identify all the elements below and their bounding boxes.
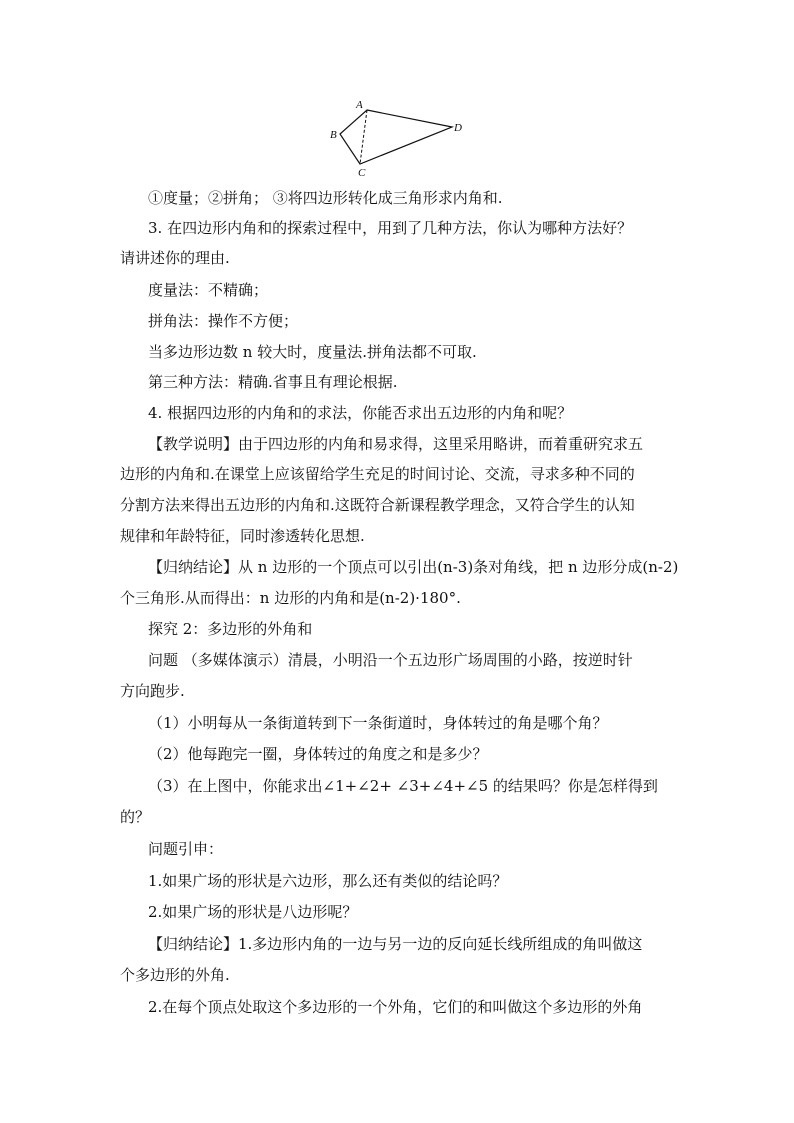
question-3-line-2: 请讲述你的理由. — [120, 249, 230, 267]
quadrilateral-diagram — [320, 92, 480, 180]
explore-2-heading: 探究 2：多边形的外角和 — [148, 620, 313, 638]
sub-question-1: （1）小明每从一条街道转到下一条街道时，身体转过的角是哪个角？ — [148, 714, 608, 732]
vertex-label-c: C — [358, 167, 366, 179]
quadrilateral-outline — [340, 110, 452, 164]
question-4-line: 4. 根据四边形的内角和的求法，你能否求出五边形的内角和呢？ — [148, 404, 573, 422]
extension-heading: 问题引申： — [148, 840, 224, 858]
conclusion-2-line-1: 【归纳结论】1.多边形内角的一边与另一边的反向延长线所组成的角叫做这 — [148, 935, 643, 953]
question-3-line-1: 3. 在四边形内角和的探索过程中，用到了几种方法，你认为哪种方法好？ — [148, 219, 633, 237]
extension-question-2: 2.如果广场的形状是八边形呢？ — [148, 903, 358, 921]
problem-line-1: 问题 （多媒体演示）清晨，小明沿一个五边形广场周围的小路，按逆时针 — [148, 651, 633, 669]
methods-line: ①度量；②拼角； ③将四边形转化成三角形求内角和. — [148, 189, 503, 207]
vertex-label-d: D — [454, 122, 462, 134]
measure-method-line: 度量法：不精确； — [148, 281, 269, 299]
piece-method-line: 拼角法：操作不方便； — [148, 312, 299, 330]
teaching-note-line-4: 规律和年龄特征，同时渗透转化思想. — [120, 527, 365, 545]
conclusion-2-line-2: 个多边形的外角. — [120, 966, 230, 984]
conclusion-2-line-3: 2.在每个顶点处取这个多边形的一个外角，它们的和叫做这个多边形的外角 — [148, 998, 643, 1016]
teaching-note-line-3: 分割方法来得出五边形的内角和.这既符合新课程教学理念，又符合学生的认知 — [120, 496, 635, 514]
sub-question-2: （2）他每跑完一圈，身体转过的角度之和是多少？ — [148, 745, 488, 763]
large-n-line: 当多边形边数 n 较大时，度量法.拼角法都不可取. — [148, 343, 477, 361]
vertex-label-a: A — [356, 99, 363, 111]
sub-question-3-line-1: （3）在上图中，你能求出∠1+∠2+ ∠3+∠4+∠5 的结果吗？你是怎样得到 — [148, 777, 658, 795]
quadrilateral-figure — [320, 92, 480, 180]
teaching-note-line-1: 【教学说明】由于四边形的内角和易求得，这里采用略讲，而着重研究求五 — [148, 435, 644, 453]
diagonal-ac — [360, 110, 367, 164]
extension-question-1: 1.如果广场的形状是六边形，那么还有类似的结论吗？ — [148, 872, 508, 890]
teaching-note-line-2: 边形的内角和.在课堂上应该留给学生充足的时间讨论、交流，寻求多种不同的 — [120, 465, 635, 483]
sub-question-3-line-2: 的？ — [120, 808, 151, 826]
third-method-line: 第三种方法：精确.省事且有理论根据. — [148, 373, 398, 391]
problem-line-2: 方向跑步. — [120, 682, 185, 700]
conclusion-1-line-1: 【归纳结论】从 n 边形的一个顶点可以引出(n-3)条对角线，把 n 边形分成(n-2) — [148, 558, 679, 576]
conclusion-1-line-2: 个三角形.从而得出：n 边形的内角和是(n-2)·180°. — [120, 589, 461, 607]
vertex-label-b: B — [330, 129, 337, 141]
